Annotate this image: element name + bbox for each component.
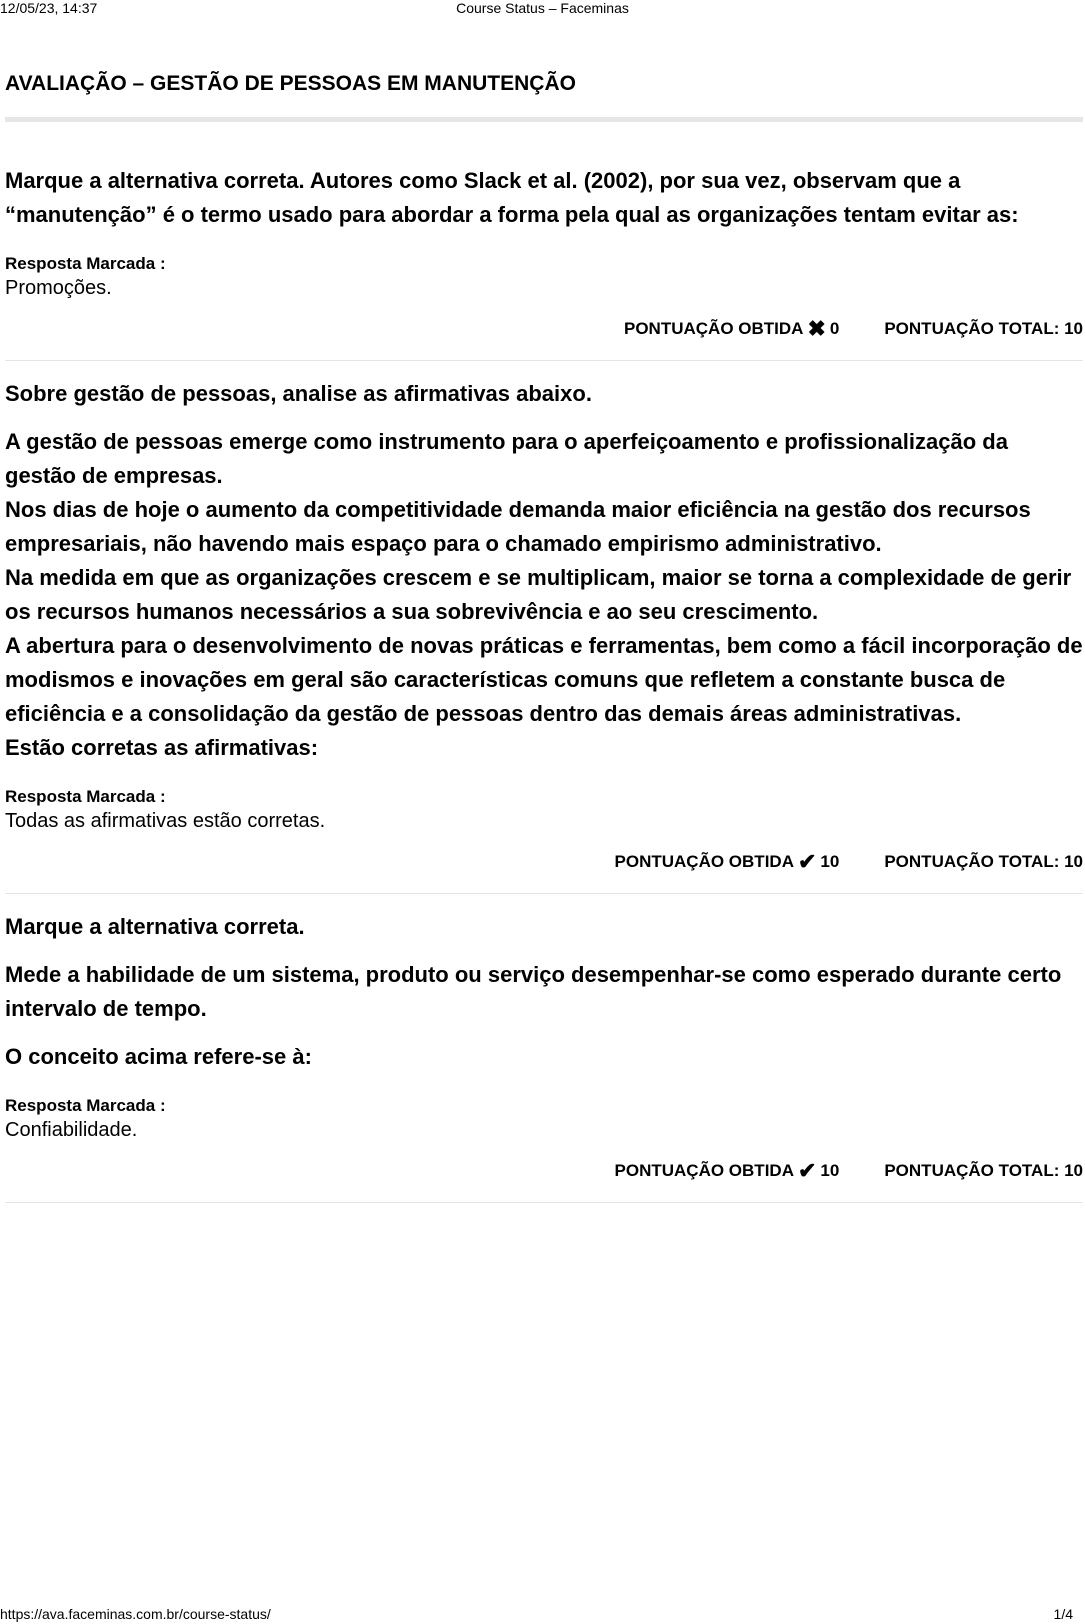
question-text: Sobre gestão de pessoas, analise as afirmativas abaixo. <box>5 381 592 406</box>
question-statement: Na medida em que as organizações crescem e se multiplicam, maior se torna a complexidade de gerir os recursos humanos necessários a sua sobrevivência e ao seu crescimento. <box>5 565 1072 624</box>
print-header <box>0 0 1085 20</box>
check-icon: ✔ <box>797 849 817 874</box>
question-prompt: O conceito acima refere-se à: <box>5 1044 312 1069</box>
score-obtained <box>614 849 840 874</box>
score-obtained-value: 10 <box>820 1161 840 1180</box>
score-obtained-value: 10 <box>820 852 840 871</box>
question-statement: A gestão de pessoas emerge como instrumento para o aperfeiçoamento e profissionalização da gestão de empresas. <box>5 429 1008 488</box>
question-statement: Mede a habilidade de um sistema, produto ou serviço desempenhar-se como esperado durante certo intervalo de tempo. <box>5 962 1062 1021</box>
print-page-title: Course Status – Faceminas <box>456 0 629 16</box>
check-icon: ✔ <box>797 1158 817 1183</box>
score-row <box>5 314 1083 344</box>
score-obtained-label: PONTUAÇÃO OBTIDA <box>623 319 804 338</box>
page-title: AVALIAÇÃO – GESTÃO DE PESSOAS EM MANUTENÇÃO <box>5 72 576 95</box>
answer-value: Confiabilidade. <box>5 1119 138 1141</box>
questions-list <box>5 164 1083 1203</box>
title-divider <box>5 117 1083 122</box>
score-row <box>5 1156 1083 1186</box>
question-text: Marque a alternativa correta. Autores como Slack et al. (2002), por sua vez, observam que a “manutenção” é o termo usado para abordar a forma pela qual as organizações tentam evitar as: <box>5 168 1019 227</box>
print-footer <box>0 1606 1085 1624</box>
score-total: PONTUAÇÃO TOTAL: 10 <box>884 852 1083 871</box>
print-url: https://ava.faceminas.com.br/course-status/ <box>0 1606 271 1622</box>
answer-label: Resposta Marcada : <box>5 787 166 806</box>
cross-icon: ✖ <box>807 316 826 341</box>
question-2 <box>5 377 1083 894</box>
score-obtained <box>614 1158 840 1183</box>
question-prompt: Estão corretas as afirmativas: <box>5 735 319 760</box>
score-obtained-value: 0 <box>829 319 840 338</box>
question-1 <box>5 164 1083 361</box>
score-row <box>5 847 1083 877</box>
answer-value: Todas as afirmativas estão corretas. <box>5 810 326 832</box>
question-statement: Nos dias de hoje o aumento da competitividade demanda maior eficiência na gestão dos recursos empresariais, não havendo mais espaço para o chamado empirismo administrativo. <box>5 497 1031 556</box>
score-obtained-label: PONTUAÇÃO OBTIDA <box>614 1161 794 1180</box>
print-date: 12/05/23, 14:37 <box>0 0 98 16</box>
answer-label: Resposta Marcada : <box>5 1096 166 1115</box>
print-page-number: 1/4 <box>1053 1606 1073 1622</box>
answer-value: Promoções. <box>5 277 112 299</box>
question-statement: A abertura para o desenvolvimento de novas práticas e ferramentas, bem como a fácil incorporação de modismos e inovações em geral são características comuns que refletem a constante busca de eficiência e a consolidação da gestão de pessoas dentro das demais áreas administrativas. <box>5 633 1083 726</box>
score-total: PONTUAÇÃO TOTAL: 10 <box>884 1161 1083 1180</box>
score-total: PONTUAÇÃO TOTAL: 10 <box>884 319 1083 338</box>
score-obtained-label: PONTUAÇÃO OBTIDA <box>614 852 794 871</box>
question-text: Marque a alternativa correta. <box>5 914 305 939</box>
answer-label: Resposta Marcada : <box>5 254 166 273</box>
question-3 <box>5 910 1083 1203</box>
score-obtained <box>623 316 840 341</box>
